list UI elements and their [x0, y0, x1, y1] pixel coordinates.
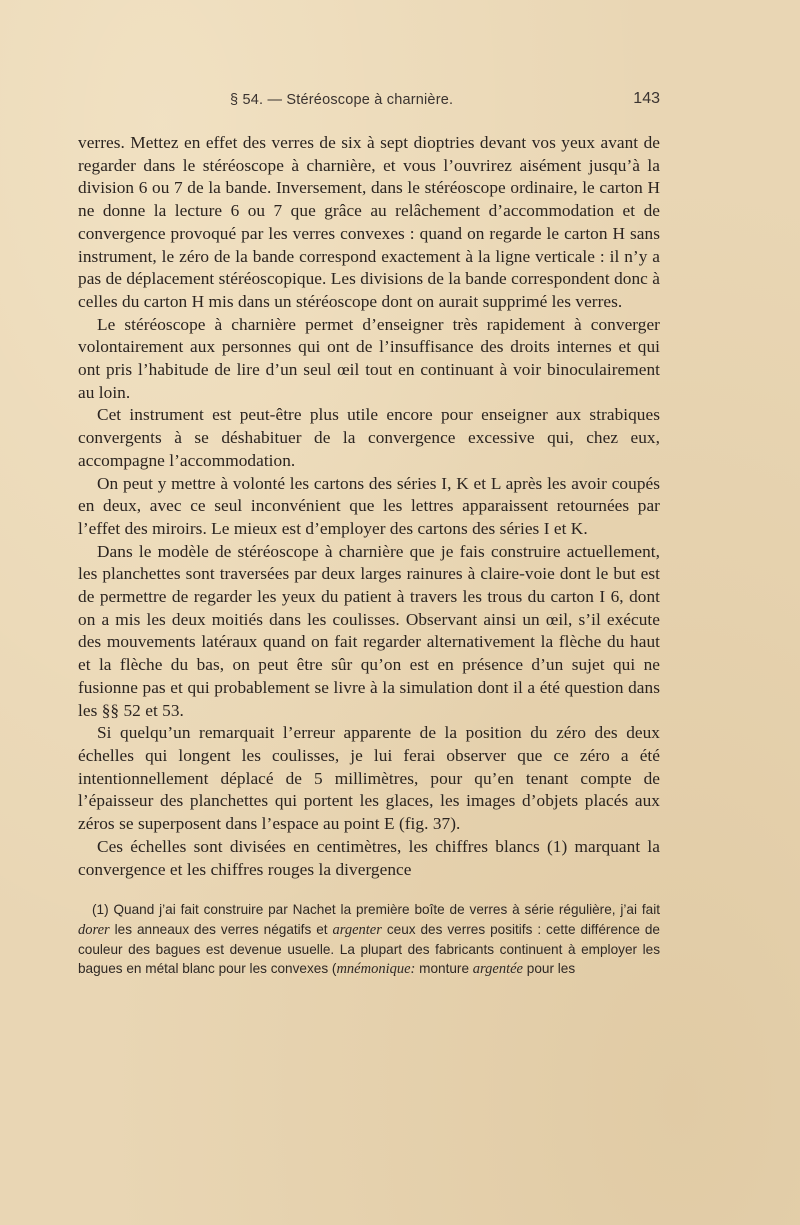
footnote	[78, 900, 660, 980]
footnote-emphasis-dorer: dorer	[78, 921, 110, 938]
paragraph-2: Le stéréoscope à charnière permet d’enseigner très rapidement à converger volontairement aux personnes qui ont de l’insuffisance des droits internes et qui ont pris l’habitude de lire d’un seul œil tout en continuant à voir binoculairement au loin.	[78, 314, 660, 402]
body-text	[78, 132, 660, 881]
paragraph-4: On peut y mettre à volonté les cartons des séries I, K et L après les avoir coupés en deux, avec ce seul inconvénient que les lettres apparaissent retournées par l’effet des miroirs. Le mieux est d’employer des cartons des séries I et K.	[78, 473, 660, 538]
page-number: 143	[633, 90, 660, 107]
paragraph-3: Cet instrument est peut-être plus utile encore pour enseigner aux strabiques convergents à se déshabituer de la convergence excessive qui, chez eux, accompagne l’accommodation.	[78, 405, 660, 470]
footnote-text-2: les anneaux des verres négatifs et	[109, 921, 333, 937]
book-page	[78, 88, 660, 980]
paragraph-5: Dans le modèle de stéréoscope à charnière que je fais construire actuellement, les planchettes sont traversées par deux larges rainures à claire-voie dont le but est de permettre de regarder les yeux du patient à travers les trous du carton I 6, dont on a mis les deux moitiés dans les coulisses. Observant ainsi un œil, s’il exécute des mouvements latéraux quand on fait regarder alternativement la flèche du haut et la flèche du bas, on peut être sûr qu’on est en présence d’un sujet qui ne fusionne pas et qui probablement se livre à la simulation dont il a été question dans les §§ 52 et 53.	[78, 541, 660, 720]
running-head-title: § 54. — Stéréoscope à charnière.	[230, 92, 454, 108]
paragraph-7: Ces échelles sont divisées en centimètres, les chiffres blancs (1) marquant la convergence et les chiffres rouges la divergence	[78, 836, 660, 879]
footnote-text-4: monture	[415, 961, 473, 977]
footnote-text-3: ceux des verres positifs : cette différence de couleur des bagues est devenue usuelle. La plupart des fabricants continuent à employer les bagues en métal blanc pour les convexes (	[78, 921, 660, 977]
running-head	[78, 88, 660, 114]
paragraph-6: Si quelqu’un remarquait l’erreur apparente de la position du zéro des deux échelles qui longent les coulisses, je lui ferai observer que ce zéro a été intentionnellement déplacé de 5 millimètres, pour qu’en tenant compte de l’épaisseur des planchettes qui portent les glaces, les images d’objets placés aux zéros se superposent dans l’espace au point E (fig. 37).	[78, 723, 660, 834]
footnote-emphasis-mnemonique: mnémonique:	[336, 961, 416, 978]
footnote-text-5: pour les	[522, 961, 576, 977]
paragraph-1: verres. Mettez en effet des verres de six à sept dioptries devant vos yeux avant de regarder dans le stéréoscope à charnière, et vous l’ouvrirez aisément jusqu’à la division 6 ou 7 de la bande. Inversement, dans le stéréoscope ordinaire, le carton H ne donne la lecture 6 ou 7 que grâce au relâchement d’accommodation et de convergence provoqué par les verres convexes : quand on regarde le carton H sans instrument, le zéro de la bande correspond exactement à la ligne verticale : il n’y a pas de déplacement stéréoscopique. Les divisions de la bande correspondent donc à celles du carton H mis dans un stéréoscope dont on aurait supprimé les verres.	[78, 133, 660, 311]
footnote-emphasis-argentee: argentée	[472, 961, 523, 978]
footnote-text-1: (1) Quand j’ai fait construire par Nachet la première boîte de verres à série régulière, j’ai fait	[92, 902, 660, 918]
footnote-emphasis-argenter: argenter	[332, 921, 382, 938]
